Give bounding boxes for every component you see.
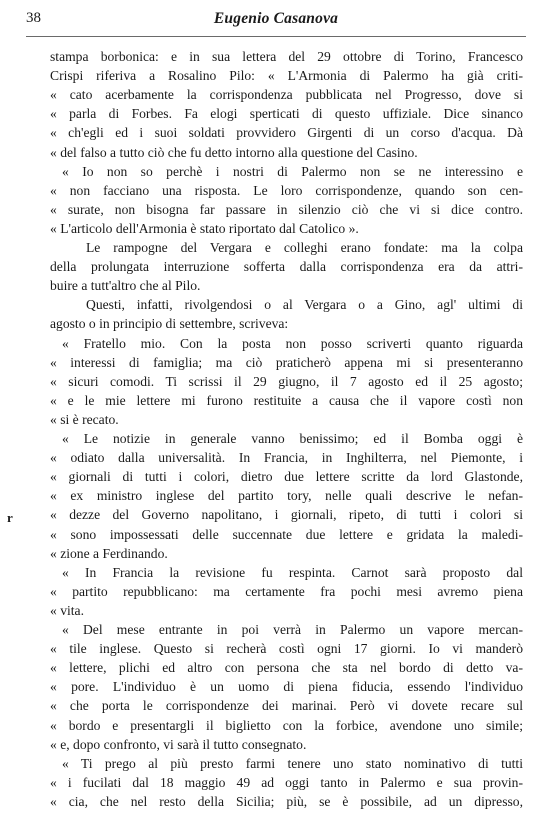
text-line: « cato acerbamente la corrispondenza pubblicata nel Progresso, dove si	[50, 87, 523, 103]
text-line: « sono impossessati delle succennate due lettere e gridata la maledi-	[50, 526, 523, 542]
text-line: « cia, che nel resto della Sicilia; più, se è possibile, ad un dipresso,	[50, 793, 523, 809]
text-line: « dezze del Governo napolitano, i giornali, ripeto, di tutti i colori si	[50, 507, 523, 523]
margin-mark: r	[7, 510, 13, 525]
running-title: Eugenio Casanova	[213, 10, 339, 27]
text-line: « zione a Ferdinando.	[50, 545, 168, 561]
text-line: « Io non so perchè i nostri di Palermo non se ne interessino e	[62, 163, 523, 179]
text-line: « e, dopo confronto, vi sarà il tutto consegnato.	[50, 736, 307, 752]
text-line: « ex ministro inglese del partito tory, nelle quali descrive le nefan-	[50, 488, 523, 504]
text-line: Questi, infatti, rivolgendosi o al Vergara o a Gino, agl' ultimi di	[86, 297, 523, 313]
text-line: « In Francia la revisione fu respinta. Carnot sarà proposto dal	[62, 564, 523, 580]
text-line: « odiato dalla universalità. In Francia, in Inghilterra, nel Piemonte, i	[50, 450, 523, 466]
text-line: « interessi di famiglia; ma ciò praticherò appena mi si presenteranno	[50, 354, 523, 370]
text-line: « vita.	[50, 602, 84, 618]
text-line: Le rampogne del Vergara e colleghi erano fondate: ma la colpa	[86, 240, 523, 255]
text-line: Crispi riferiva a Rosalino Pilo: « L'Armonia di Palermo ha già criti-	[50, 68, 523, 84]
text-line: « L'articolo dell'Armonia è stato riportato dal Catolico ».	[50, 220, 359, 236]
text-line: « ch'egli ed i suoi soldati provvidero Girgenti di un corso d'acqua. Dà	[50, 125, 523, 141]
text-line: « i fucilati dal 18 maggio 49 ad oggi tanto in Palermo e sua provin-	[50, 774, 523, 790]
text-line: buire a tutt'altro che al Pilo.	[50, 278, 201, 294]
text-line: « bordo e presentargli il biglietto con la forbice, avendone uno simile;	[50, 717, 523, 733]
text-line: « tile inglese. Questo si recherà costì ogni 17 giorni. Io vi manderò	[50, 641, 523, 657]
text-line: della prolungata interruzione sofferta dalla corrispondenza era da attri-	[50, 259, 523, 275]
text-line: « sicuri comodi. Ti scrissi il 29 giugno, il 7 agosto ed il 25 agosto;	[50, 373, 523, 389]
text-line: « si è recato.	[50, 411, 119, 427]
page-number: 38	[26, 10, 41, 26]
text-line: « Ti prego al più presto farmi tenere uno stato nominativo di tutti	[62, 755, 523, 771]
text-line: « lettere, plichi ed altro con persona che sta nel bordo di detto va-	[50, 660, 523, 676]
text-line: « surate, non bisogna far passare in silenzio ciò che vi si dice contro.	[50, 201, 523, 217]
text-line: « Fratello mio. Con la posta non posso scriverti quanto riguarda	[62, 335, 523, 351]
text-line: « partito repubblicano: ma certamente fra pochi mesi avremo piena	[50, 583, 523, 599]
text-line: stampa borbonica: e in sua lettera del 29 ottobre di Torino, Francesco	[50, 49, 523, 64]
text-line: « che porta le corrispondenze dei marinai. Però vi dovete recare sul	[50, 698, 523, 714]
text-line: « del falso a tutto ciò che fu detto intorno alla questione del Casino.	[50, 144, 418, 160]
text-line: « pore. L'individuo è un uomo di piena fiducia, essendo l'individuo	[50, 679, 523, 695]
text-line: « Le notizie in generale vanno benissimo; ed il Bomba oggi è	[62, 431, 523, 446]
text-line: « parla di Forbes. Fa elogi sperticati di questo uffiziale. Dice sinanco	[50, 106, 523, 122]
header-rule	[26, 36, 526, 37]
page-header	[26, 8, 526, 32]
text-line: « non facciano una risposta. Le loro corrispondenze, quando son cen-	[50, 182, 523, 198]
text-line: « giornali di tutti i colori, dietro due lettere scritte da lord Glastonde,	[50, 469, 523, 485]
text-line: « Del mese entrante in poi verrà in Palermo un vapore mercan-	[62, 622, 523, 637]
text-line: agosto o in principio di settembre, scriveva:	[50, 316, 289, 332]
text-line: « e le mie lettere mi furono restituite a causa che il vapore costì non	[50, 392, 523, 408]
